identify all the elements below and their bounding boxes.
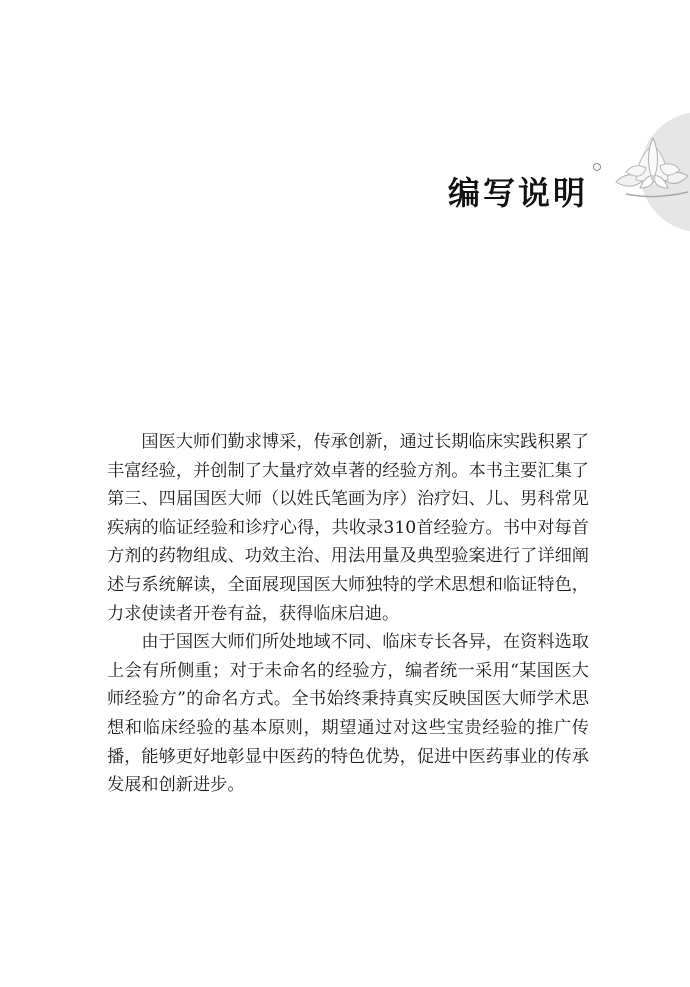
lotus-icon <box>596 112 690 232</box>
paragraph-2: 由于国医大师们所处地域不同、临床专长各异，在资料选取上会有所侧重；对于未命名的经验方，编者统一采用“某国医大师经验方”的命名方式。全书始终秉持真实反映国医大师学术思想和临床经验的基本原则，期望通过对这些宝贵经验的推广传播，能够更好地彰显中医药的特色优势，促进中医药事业的传承发展和创新进步。 <box>107 632 589 796</box>
heading-bullet <box>593 163 601 171</box>
body-text <box>107 428 589 800</box>
page-title: 编写说明 <box>447 174 588 213</box>
paragraph-1: 国医大师们勤求博采，传承创新，通过长期临床实践积累了丰富经验，并创制了大量疗效卓著的经验方剂。本书主要汇集了第三、四届国医大师（以姓氏笔画为序）治疗妇、儿、男科常见疾病的临证经验和诊疗心得，共收录310首经验方。书中对每首方剂的药物组成、功效主治、用法用量及典型验案进行了详细阐述与系统解读，全面展现国医大师独特的学术思想和临证特色，力求使读者开卷有益，获得临床启迪。 <box>107 432 589 624</box>
